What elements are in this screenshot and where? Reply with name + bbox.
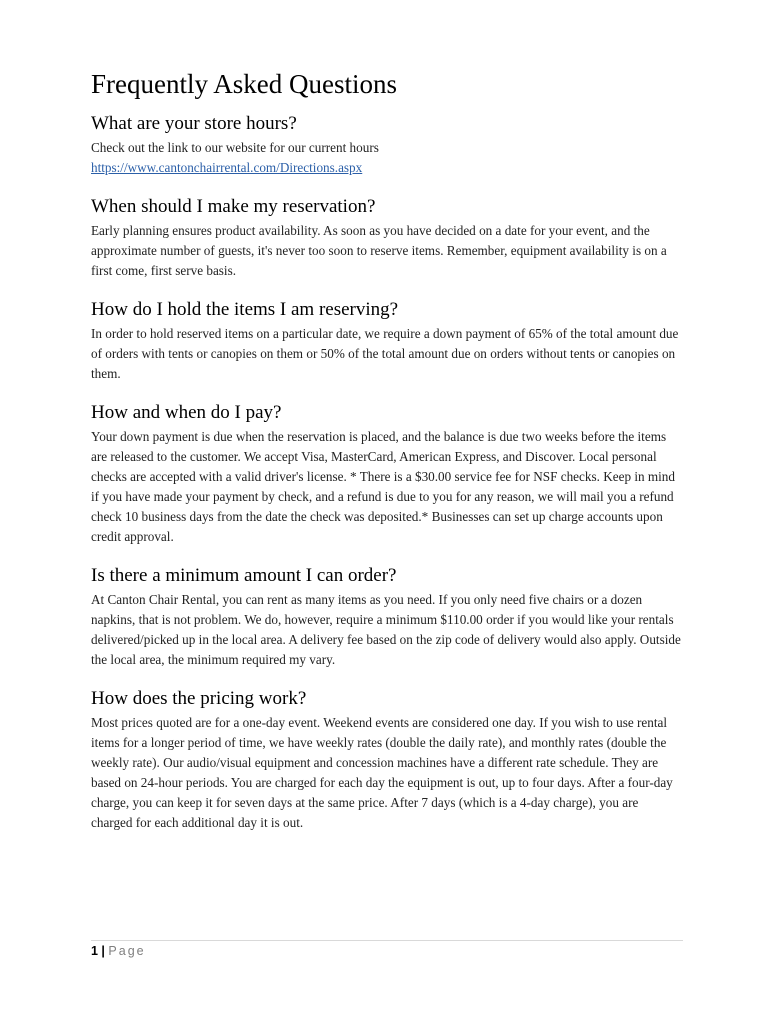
faq-answer: In order to hold reserved items on a particular date, we require a down payment of 65% of the total amount due of orders with tents or canopies on them or 50% of the total amount due on orders without tents or canopies on them.: [91, 326, 679, 381]
faq-question: How does the pricing work?: [91, 688, 307, 709]
page-number: 1: [91, 944, 98, 958]
footer-divider: [91, 940, 683, 941]
page-footer: [91, 944, 146, 958]
page-title: Frequently Asked Questions: [91, 69, 397, 99]
faq-question: How and when do I pay?: [91, 402, 282, 423]
faq-payment: [91, 401, 683, 547]
faq-hold-items: [91, 298, 683, 384]
faq-store-hours: [91, 112, 683, 178]
store-hours-link[interactable]: https://www.cantonchairrental.com/Directions.aspx: [91, 160, 363, 175]
faq-question: What are your store hours?: [91, 113, 297, 134]
footer-separator: |: [97, 944, 109, 958]
faq-answer: [91, 138, 683, 178]
faq-answer: At Canton Chair Rental, you can rent as many items as you need. If you only need five chairs or a dozen napkins, that is not problem. We do, however, require a minimum $110.00 order if you would like your rentals delivered/picked up in the local area. A delivery fee based on the zip code of delivery would also apply. Outside the local area, the minimum required my vary.: [91, 592, 681, 667]
faq-answer-text: Check out the link to our website for our current hours: [91, 140, 379, 155]
faq-answer: Your down payment is due when the reservation is placed, and the balance is due two weeks before the items are released to the customer. We accept Visa, MasterCard, American Express, and Discover. Local personal checks are accepted with a valid driver's license. * There is a $30.00 service fee for NSF checks. Keep in mind if you have made your payment by check, and a refund is due to you for any reason, we will mail you a refund check 10 business days from the date the check was deposited.* Businesses can set up charge accounts upon credit approval.: [91, 429, 675, 544]
faq-answer: Early planning ensures product availability. As soon as you have decided on a date for your event, and the approximate number of guests, it's never too soon to reserve items. Remember, equipment availability is on a first come, first serve basis.: [91, 223, 667, 278]
faq-question: When should I make my reservation?: [91, 196, 376, 217]
faq-question: How do I hold the items I am reserving?: [91, 299, 399, 320]
faq-question: Is there a minimum amount I can order?: [91, 565, 397, 586]
faq-answer: Most prices quoted are for a one-day event. Weekend events are considered one day. If you wish to use rental items for a longer period of time, we have weekly rates (double the daily rate), and monthly rates (double the weekly rate). Our audio/visual equipment and concession machines have a different rate schedule. They are based on 24-hour periods. You are charged for each day the equipment is out, up to four days. After a four-day charge, you can keep it for seven days at the same price. After 7 days (which is a 4-day charge), you are charged for each additional day it is out.: [91, 715, 673, 830]
faq-pricing: [91, 687, 683, 833]
faq-minimum-order: [91, 564, 683, 670]
document-page: [91, 66, 683, 833]
page-label: Page: [108, 944, 146, 958]
faq-reservation-timing: [91, 195, 683, 281]
